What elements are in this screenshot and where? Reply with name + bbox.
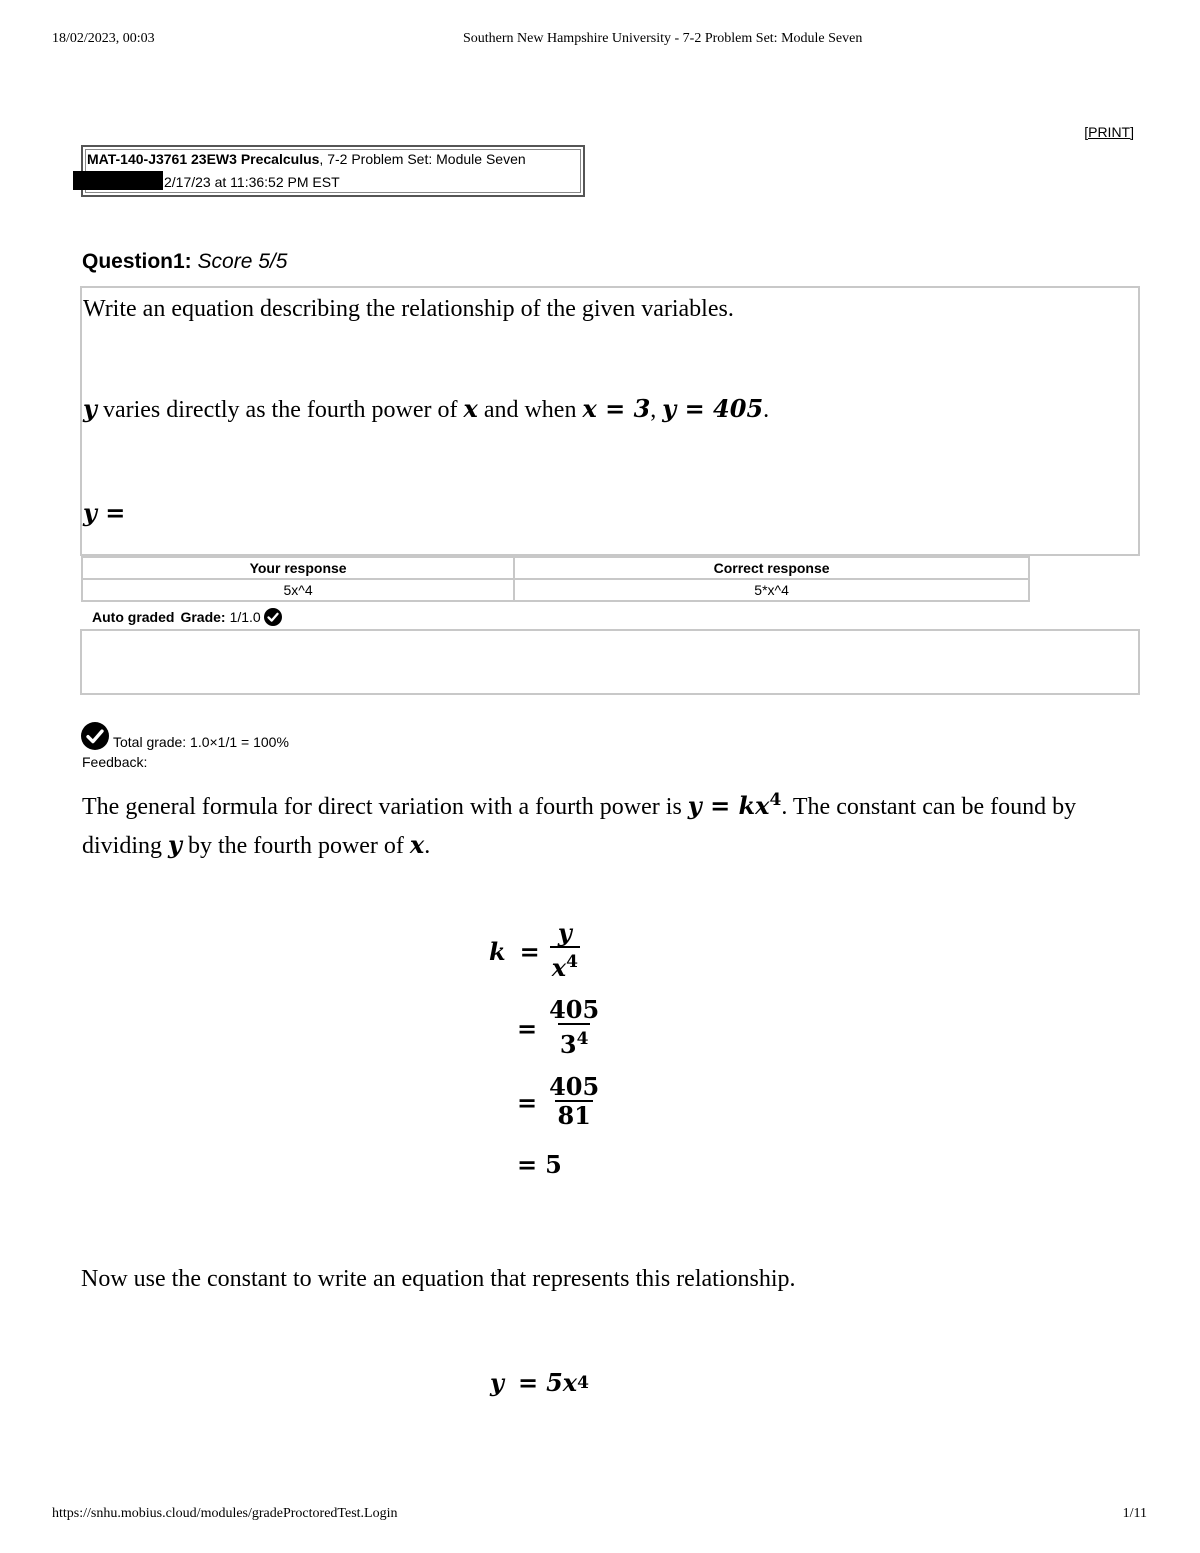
statement-text-1: varies directly as the fourth power of [96, 397, 464, 423]
answer-prompt: y = [83, 498, 126, 527]
auto-graded-label: Auto graded [92, 609, 175, 625]
question-label: Question1: [82, 250, 192, 273]
k-symbol: k [489, 937, 506, 966]
feedback-var-y: y [168, 830, 182, 859]
statement-text-2: and when [477, 397, 583, 423]
formula-exponent: 4 [769, 790, 782, 810]
assignment-name: , 7-2 Problem Set: Module Seven [319, 151, 526, 167]
response-table [81, 556, 1030, 602]
fraction-denominator: 81 [557, 1101, 591, 1130]
your-response-header: Your response [82, 557, 514, 579]
fraction-denominator-exp: 4 [566, 952, 578, 972]
var-y: y [83, 394, 97, 423]
fraction-y-over-x4 [550, 920, 580, 983]
fraction-405-over-81 [547, 1074, 601, 1130]
var-x: x [463, 394, 478, 423]
response-row [82, 579, 1029, 601]
response-header-row [82, 557, 1029, 579]
statement-end: . [763, 397, 770, 423]
comment-box [80, 629, 1140, 695]
feedback-text-4: . [424, 833, 431, 859]
equals: = [517, 1150, 538, 1179]
page-number: 1/11 [1122, 1506, 1147, 1521]
condition-x: x = 3 [582, 394, 651, 423]
fraction-numerator: 405 [549, 1072, 600, 1101]
course-name: MAT-140-J3761 23EW3 Precalculus [87, 151, 320, 167]
submitted-time: 2/17/23 at 11:36:52 PM EST [164, 174, 340, 190]
redacted-name [73, 171, 163, 190]
formula: y = kx [687, 791, 770, 820]
condition-y: y = 405 [662, 394, 764, 423]
correct-response-header: Correct response [514, 557, 1029, 579]
final-rhs: 5x [546, 1368, 578, 1397]
derivation-step-2 [517, 997, 601, 1060]
equals: = [519, 937, 540, 966]
question-heading [82, 250, 287, 274]
auto-graded-line [92, 608, 282, 626]
fraction-numerator: 405 [549, 995, 600, 1024]
k-result: 5 [545, 1150, 562, 1179]
feedback-paragraph-2: Now use the constant to write an equation that represents this relationship. [81, 1266, 796, 1292]
print-datetime: 18/02/2023, 00:03 [52, 31, 155, 46]
print-title: Southern New Hampshire University - 7-2 Problem Set: Module Seven [463, 31, 863, 46]
question-statement [83, 394, 769, 424]
question-score: Score 5/5 [197, 250, 288, 273]
check-circle-icon [81, 722, 109, 750]
feedback-paragraph [82, 782, 1152, 865]
derivation-step-1 [489, 920, 580, 983]
footer-url: https://snhu.mobius.cloud/modules/gradeProctoredTest.Login [52, 1506, 398, 1521]
total-grade: Total grade: 1.0×1/1 = 100% [113, 734, 289, 750]
feedback-text-1: The general formula for direct variation with a fourth power is [82, 794, 688, 820]
derivation-step-3 [517, 1074, 601, 1130]
fraction-405-over-3-4 [547, 997, 601, 1060]
feedback-text-3: by the fourth power of [181, 833, 410, 859]
equals: = [517, 1368, 539, 1397]
print-link[interactable]: [PRINT] [1084, 124, 1134, 140]
feedback-var-x: x [409, 830, 425, 859]
final-equation [490, 1368, 589, 1397]
fraction-denominator-base: x [551, 953, 567, 982]
check-circle-icon [264, 608, 282, 626]
equals: = [517, 1014, 538, 1043]
your-response-value: 5x^4 [82, 579, 514, 601]
final-lhs: y [490, 1368, 504, 1397]
fraction-numerator: y [557, 918, 572, 947]
equals: = [517, 1087, 538, 1117]
feedback-text-2: . The constant can be found by dividing [82, 794, 1077, 859]
grade-label: Grade: [180, 609, 226, 625]
grade-value: 1/1.0 [229, 609, 261, 625]
course-title-line [87, 151, 526, 167]
fraction-denominator-base: 3 [559, 1030, 577, 1059]
total-grade-line [81, 722, 289, 750]
correct-response-value: 5*x^4 [514, 579, 1029, 601]
derivation-step-4 [517, 1150, 562, 1179]
final-exponent: 4 [577, 1372, 589, 1393]
feedback-label: Feedback: [82, 754, 148, 770]
fraction-denominator-exp: 4 [576, 1029, 589, 1049]
question-prompt: Write an equation describing the relationship of the given variables. [83, 296, 734, 322]
statement-sep: , [650, 397, 663, 423]
